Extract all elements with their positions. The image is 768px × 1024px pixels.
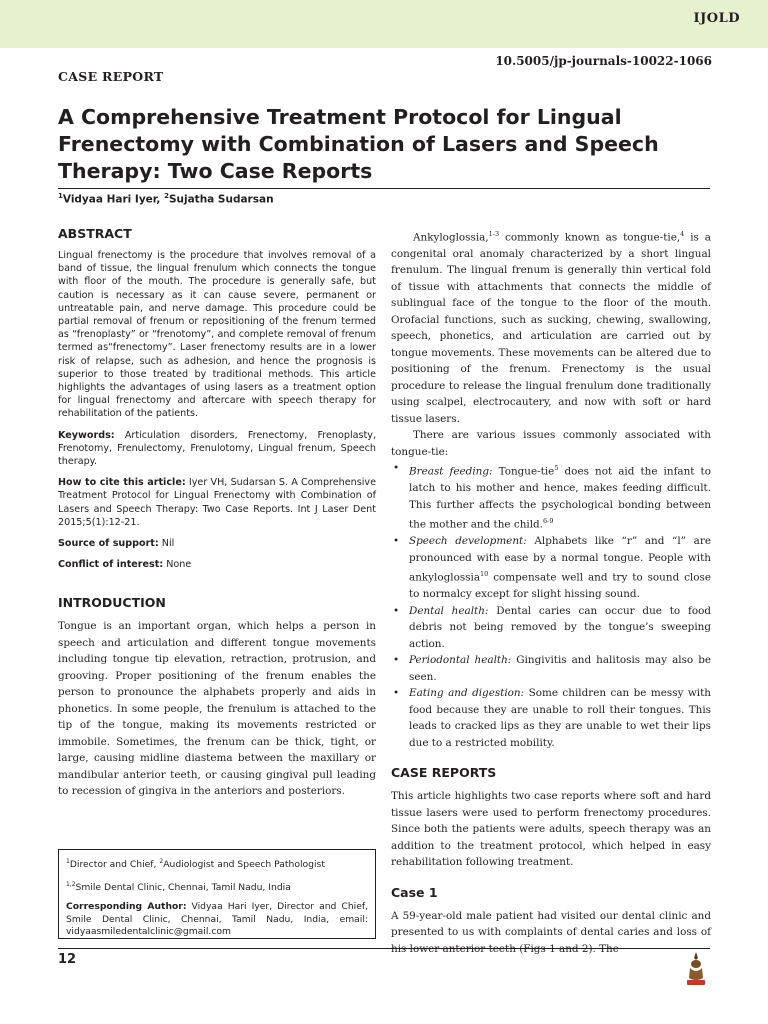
- journal-name: IJOLD: [693, 11, 740, 26]
- list-item: [391, 603, 711, 653]
- affil-institution-text: Smile Dental Clinic, Chennai, Tamil Nadu, India: [75, 881, 291, 893]
- article-type: CASE REPORT: [58, 69, 164, 84]
- abstract-heading: ABSTRACT: [58, 226, 132, 241]
- support-value: Nil: [161, 538, 175, 550]
- introduction-heading: INTRODUCTION: [58, 595, 166, 611]
- keywords: [58, 429, 376, 469]
- keywords-value: Articulation disorders, Frenectomy, Frenoplasty, Frenotomy, Frenulectomy, Frenulotomy, Lingual frenum, Speech therapy.: [58, 429, 376, 468]
- bullet-label: Breast feeding:: [409, 465, 493, 478]
- affil-sup-2: 2: [159, 858, 164, 865]
- bullet-label: Periodontal health:: [409, 654, 512, 667]
- p1-ref-2: 4: [680, 230, 685, 238]
- corresponding-text: Vidyaa Hari Iyer, Director and Chief, Smile Dental Clinic, Chennai, Tamil Nadu, India, email: vidyaasmiledentalclinic@gmail.com: [66, 901, 368, 938]
- conflict-of-interest: [58, 558, 376, 571]
- p1-part-c: is a congenital oral anomaly characterized by a short lingual frenulum. The lingual frenum is generally thin vertical fold of tissue with attachments that connects the middle of sublingual face of the tongue to the floor of the mouth. Orofacial functions, such as sucking, chewing, swallowing, speech, phonetics, and articulation are carried out by tongue movements. These movements can be altered due to positioning of the frenum. Frenectomy is the usual procedure to release the lingual frenulum done traditionally using scalpel, electrocautery, and now with soft or hard tissue lasers.: [391, 231, 711, 425]
- support-label: Source of support:: [58, 538, 159, 550]
- introduction-text: Tongue is an important organ, which helps a person in speech and articulation and different tongue movements including tongue tip elevation, retraction, protrusion, and grooving. Proper positioning of the frenum enables the person to pronounce the alphabets properly and aids in phonetics. In some people, the frenulum is attached to the tip of the tongue, making its movements restricted or immobile. Sometimes, the frenum can be thick, tight, or large, causing midline diastema between the maxillary or mandibular anterior teeth, or causing gingival pull leading to recession of gingiva in the anteriors and posteriors.: [58, 620, 376, 798]
- affiliation-box: [58, 849, 376, 939]
- header-band: [0, 0, 768, 48]
- issues-list: [391, 460, 711, 751]
- bullet-text: Gingivitis and halitosis may also be seen.: [409, 654, 711, 683]
- case1-heading: Case 1: [391, 884, 438, 900]
- author1-affiliation: 1: [58, 192, 63, 200]
- affiliation-institution: [66, 879, 368, 895]
- p1-ref-1: 1-3: [488, 230, 500, 238]
- corresponding-author: [66, 901, 368, 939]
- abstract-text: Lingual frenectomy is the procedure that involves removal of a band of tissue, the lingual frenulum which connects the tongue with floor of the mouth. The procedure is generally safe, but caution is necessary as it can cause severe, permanent or untreatable pain, and nerve damage. This procedure could be partial removal of frenum or repositioning of the frenum termed as “frenoplasty” or “frenotomy”, and complete removal of frenum termed as“frenectomy”. Laser frenectomy results are in a lower risk of relapse, such as adhesion, and hence the prognosis is superior to those treated by traditional methods. This article highlights the advantages of using lasers as a treatment option for lingual frenectomy and aftercare with speech therapy for rehabilitation of the patients.: [58, 250, 376, 420]
- affil-sup-both: 1,2: [66, 880, 76, 888]
- footer-divider: [58, 948, 710, 949]
- conflict-label: Conflict of interest:: [58, 559, 164, 571]
- bullet-text: Dental caries can occur due to food debris not being removed by the tongue’s sweeping action.: [409, 604, 711, 650]
- author-separator: ,: [156, 193, 165, 206]
- case-reports-text: This article highlights two case reports where soft and hard tissue lasers were used to perform frenectomy procedures. Since both the patients were adults, speech therapy was an addition to the treatment protocol, which helped in easy rehabilitation following treatment.: [391, 790, 711, 869]
- author2: Sujatha Sudarsan: [168, 193, 274, 206]
- page-number: 12: [58, 952, 77, 967]
- bullet-text: Tongue-tie: [492, 465, 555, 478]
- affil-sup-1: 1: [66, 858, 70, 865]
- bullet-ref: 6-9: [543, 517, 554, 526]
- authors: [58, 192, 274, 206]
- list-item: [391, 685, 711, 751]
- p1-part-b: commonly known as tongue-tie,: [499, 231, 681, 244]
- list-item: [391, 533, 711, 602]
- affil-role-2: Audiologist and Speech Pathologist: [163, 859, 325, 871]
- bullet-ref: 5: [554, 464, 559, 473]
- bullet-text: compensate well and try to sound close to normalcy except for slight hissing sound.: [409, 571, 711, 601]
- list-item: [391, 652, 711, 685]
- p1-part-a: Ankyloglossia,: [413, 231, 489, 244]
- intro-paragraph-ankyloglossia: [391, 226, 711, 427]
- list-item: [391, 460, 711, 533]
- affiliation-roles: [66, 856, 368, 872]
- conflict-value: None: [166, 559, 192, 571]
- issues-intro: There are various issues commonly associated with tongue-tie:: [391, 429, 711, 458]
- case-reports-heading: CASE REPORTS: [391, 765, 497, 781]
- left-column: [58, 226, 376, 800]
- corresponding-label: Corresponding Author:: [66, 901, 187, 913]
- case1-text: A 59-year-old male patient had visited our dental clinic and presented to us with complaints of dental caries and loss of: [391, 909, 711, 939]
- bullet-text: does not aid the infant to latch to his mother and hence, makes feeding difficult. This further affects the psychological bonding between the mother and the child.: [409, 465, 711, 531]
- bullet-label: Eating and digestion:: [409, 687, 525, 700]
- keywords-label: Keywords:: [58, 429, 115, 441]
- bullet-text: Some children can be messy with food because they are unable to roll their tongues. This leads to cracked lips as they are unable to wet their lips due to a restricted mobility.: [409, 687, 711, 749]
- source-of-support: [58, 537, 376, 550]
- right-column: [391, 226, 711, 957]
- affil-role-1: Director and Chief,: [69, 859, 160, 871]
- title-divider: [58, 188, 710, 189]
- bullet-text: Alphabets like “r” and “l” are pronounced with ease by a normal tongue. People with ankyloglossia: [409, 535, 711, 584]
- author1: Vidyaa Hari Iyer: [62, 193, 157, 206]
- citation: [58, 476, 376, 529]
- doi[interactable]: 10.5005/jp-journals-10022-1066: [495, 54, 712, 68]
- bullet-ref: 10: [480, 570, 489, 579]
- author2-affiliation: 2: [164, 192, 169, 200]
- bullet-label: Speech development:: [409, 535, 527, 548]
- bullet-label: Dental health:: [409, 604, 489, 617]
- journal-emblem-icon: [684, 950, 708, 988]
- article-title: A Comprehensive Treatment Protocol for Lingual Frenectomy with Combination of Lasers and Speech Therapy: Two Case Reports: [58, 105, 659, 183]
- citation-label: How to cite this article:: [58, 477, 186, 489]
- citation-value: Iyer VH, Sudarsan S. A Comprehensive Treatment Protocol for Lingual Frenectomy with Combination of Lasers and Speech Therapy: Two Case Reports. Int J Laser Dent 2015;5(1):12-21.: [58, 477, 376, 528]
